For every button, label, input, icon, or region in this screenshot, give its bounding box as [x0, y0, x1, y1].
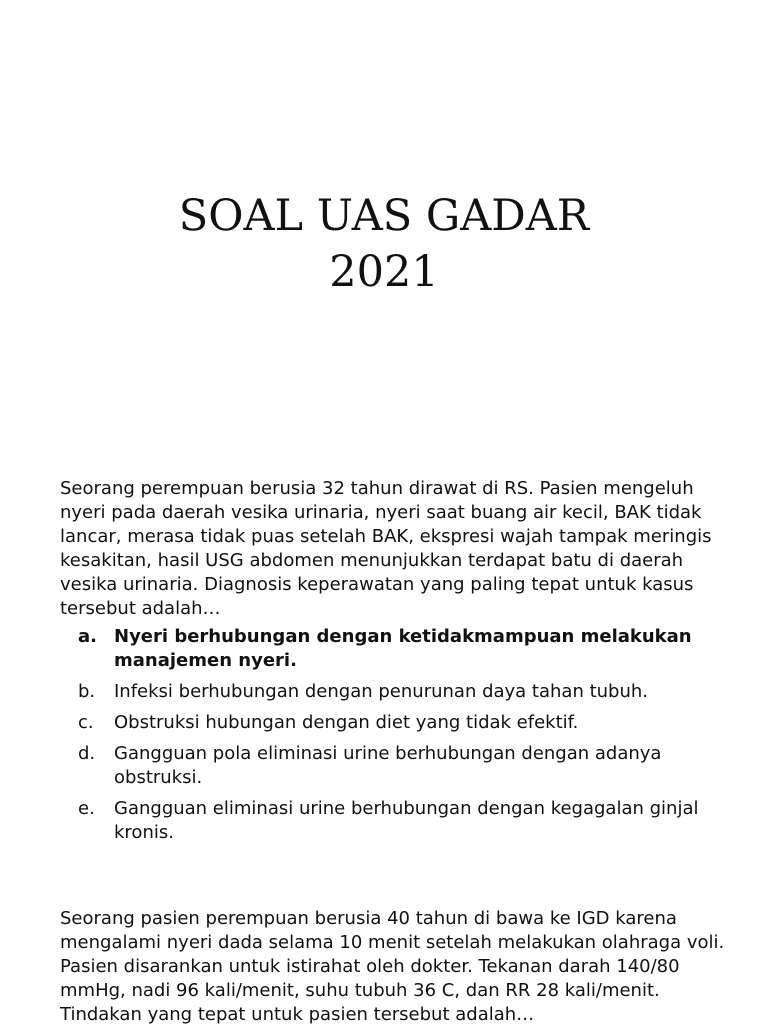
option-c	[60, 711, 740, 735]
title-line-1: SOAL UAS GADAR	[178, 191, 590, 241]
option-text: Obstruksi hubungan dengan diet yang tidak efektif.	[114, 712, 579, 733]
option-d	[60, 742, 740, 790]
question-1	[60, 477, 740, 852]
option-letter: a.	[78, 626, 97, 647]
option-text: Gangguan eliminasi urine berhubungan dengan kegagalan ginjal kronis.	[114, 798, 699, 843]
option-b	[60, 680, 740, 704]
question-2	[60, 907, 740, 1027]
title-line-2: 2021	[329, 247, 439, 297]
option-a	[60, 625, 740, 673]
option-text: Infeksi berhubungan dengan penurunan daya tahan tubuh.	[114, 681, 649, 702]
option-letter: c.	[78, 712, 94, 733]
option-e	[60, 797, 740, 845]
option-letter: e.	[78, 798, 95, 819]
option-letter: d.	[78, 743, 96, 764]
option-text: Nyeri berhubungan dengan ketidakmampuan melakukan manajemen nyeri.	[114, 626, 692, 671]
option-letter: b.	[78, 681, 96, 702]
option-text: Gangguan pola eliminasi urine berhubungan dengan adanya obstruksi.	[114, 743, 662, 788]
question-stem: Seorang pasien perempuan berusia 40 tahun di bawa ke IGD karena mengalami nyeri dada selama 10 menit setelah melakukan olahraga voli. Pasien disarankan untuk istirahat oleh dokter. Tekanan darah 140/80 mmHg, nadi 96 kali/menit, suhu tubuh 36 C, dan RR 28 kali/menit. Tindakan yang tepat untuk pasien tersebut adalah…	[60, 908, 725, 1025]
answer-options	[60, 625, 740, 845]
document-title	[0, 188, 768, 300]
question-stem: Seorang perempuan berusia 32 tahun dirawat di RS. Pasien mengeluh nyeri pada daerah vesika urinaria, nyeri saat buang air kecil, BAK tidak lancar, merasa tidak puas setelah BAK, ekspresi wajah tampak meringis kesakitan, hasil USG abdomen menunjukkan terdapat batu di daerah vesika urinaria. Diagnosis keperawatan yang paling tepat untuk kasus tersebut adalah…	[60, 478, 712, 619]
